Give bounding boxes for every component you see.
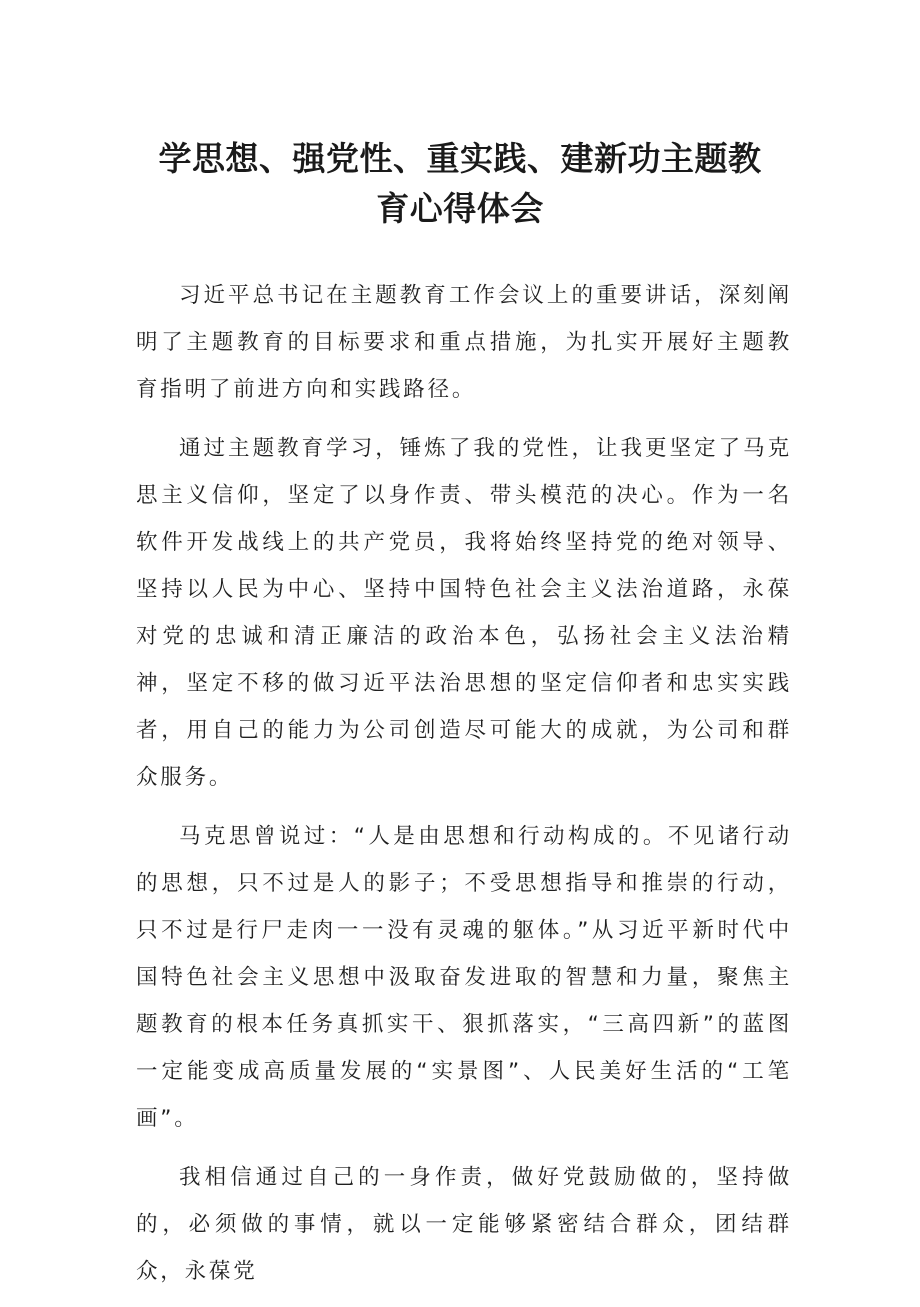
document-body — [136, 272, 792, 1307]
document-title — [120, 134, 800, 234]
paragraph-2: 通过主题教育学习，锤炼了我的党性，让我更坚定了马克思主义信仰，坚定了以身作责、带头模范的决心。作为一名软件开发战线上的共产党员，我将始终坚持党的绝对领导、坚持以人民为中心、坚持中国特色社会主义法治道路，永葆对党的忠诚和清正廉洁的政治本色，弘扬社会主义法治精神，坚定不移的做习近平法治思想的坚定信仰者和忠实实践者，用自己的能力为公司创造尽可能大的成就，为公司和群众服务。 — [136, 436, 792, 790]
title-line-1: 学思想、强党性、重实践、建新功主题教 — [158, 139, 762, 178]
paragraph-3: 马克思曾说过：“人是由思想和行动构成的。不见诸行动的思想，只不过是人的影子；不受思想指导和推崇的行动，只不过是行尸走肉一一没有灵魂的躯体。”从习近平新时代中国特色社会主义思想中汲取奋发进取的智慧和力量，聚焦主题教育的根本任务真抓实干、狠抓落实，“三高四新”的蓝图一定能变成高质量发展的“实景图”、人民美好生活的“工笔画”。 — [136, 824, 792, 1131]
title-line-2: 育心得体会 — [376, 189, 544, 228]
paragraph-1: 习近平总书记在主题教育工作会议上的重要讲话，深刻阐明了主题教育的目标要求和重点措施，为扎实开展好主题教育指明了前进方向和实践路径。 — [136, 283, 792, 402]
paragraph-4: 我相信通过自己的一身作责，做好党鼓励做的，坚持做的，必须做的事情，就以一定能够紧密结合群众，团结群众，永葆党 — [136, 1165, 792, 1284]
